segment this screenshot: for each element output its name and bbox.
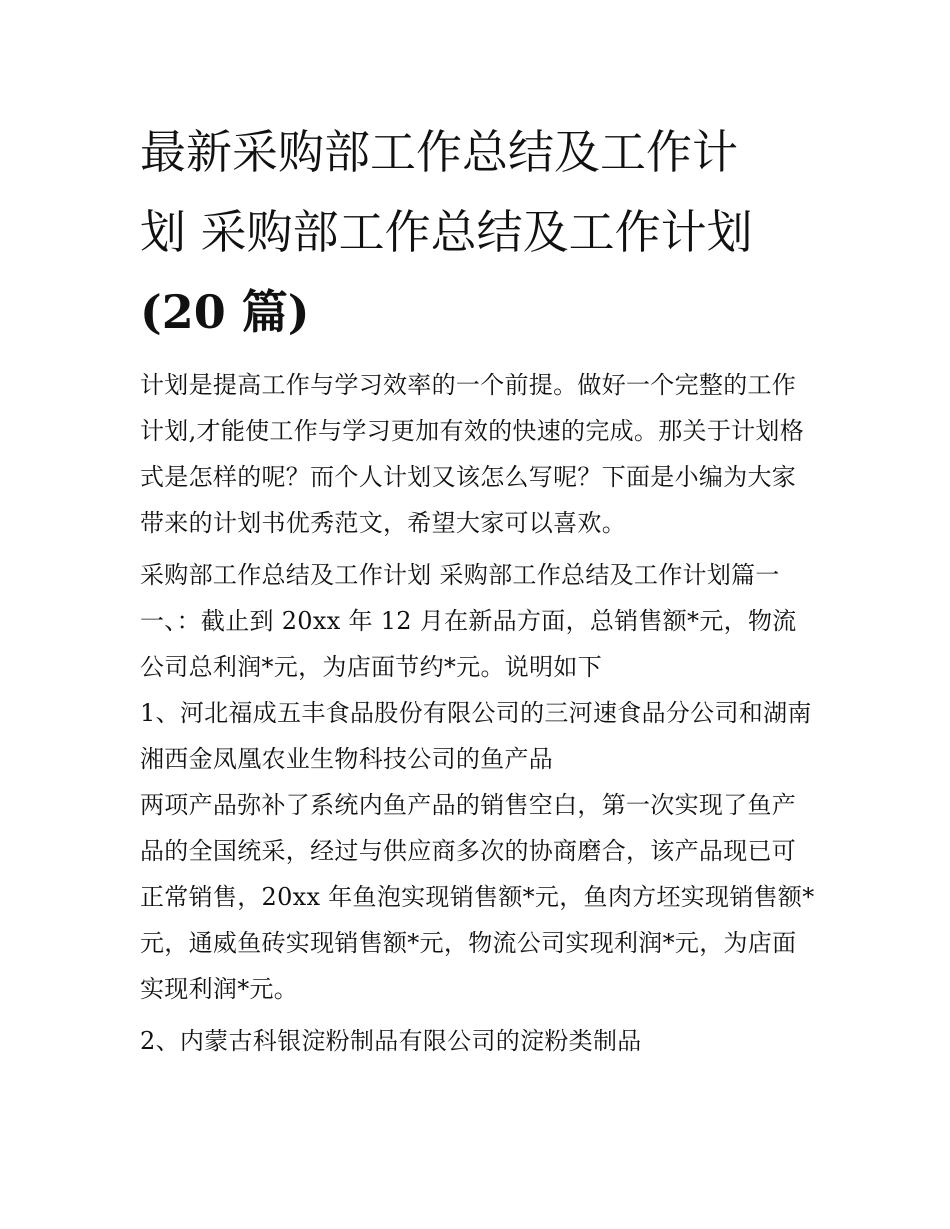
document-title bbox=[140, 112, 815, 352]
document-body bbox=[140, 112, 815, 1064]
item-1-heading: 1、河北福成五丰食品股份有限公司的三河速食品分公司和湖南湘西金凤凰农业生物科技公司的鱼产品 bbox=[140, 699, 812, 773]
title-line-2: 划 采购部工作总结及工作计划 bbox=[140, 205, 753, 259]
item-2-heading: 2、内蒙古科银淀粉制品有限公司的淀粉类制品 bbox=[140, 1027, 642, 1055]
item-1-paragraph: 两项产品弥补了系统内鱼产品的销售空白，第一次实现了鱼产品的全国统采，经过与供应商多次的协商磨合，该产品现已可正常销售，20xx 年鱼泡实现销售额*元，鱼肉方坯实现销售额*元，通威鱼砖实现销售额*元，物流公司实现利润*元，为店面实现利润*元。 bbox=[140, 791, 815, 1003]
section-heading: 采购部工作总结及工作计划 采购部工作总结及工作计划篇一 bbox=[140, 561, 780, 589]
summary-paragraph: 一、：截止到 20xx 年 12 月在新品方面，总销售额*元，物流公司总利润*元，为店面节约*元。说明如下 bbox=[140, 607, 797, 681]
title-line-1: 最新采购部工作总结及工作计 bbox=[140, 125, 738, 179]
title-line-3: (20 篇) bbox=[140, 285, 310, 339]
intro-paragraph: 计划是提高工作与学习效率的一个前提。做好一个完整的工作计划,才能使工作与学习更加有效的快速的完成。那关于计划格式是怎样的呢？而个人计划又该怎么写呢？下面是小编为大家带来的计划书优秀范文，希望大家可以喜欢。 bbox=[140, 371, 805, 537]
